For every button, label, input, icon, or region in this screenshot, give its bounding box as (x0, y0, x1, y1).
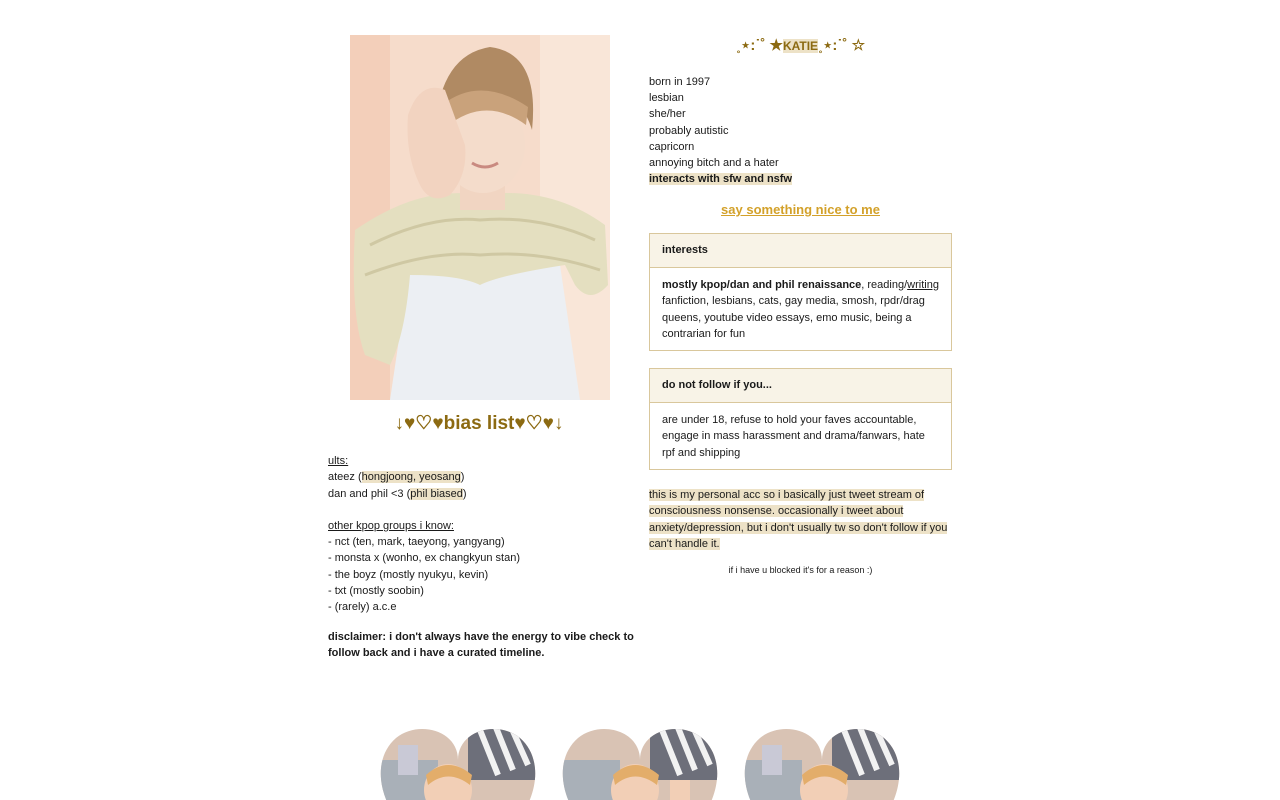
bias-list-title: ↓♥♡♥bias list♥♡♥↓ (394, 413, 564, 434)
interests-bold: mostly kpop/dan and phil renaissance (662, 279, 862, 291)
name-decoration-left: ˳⋆:˙˚ ★ (735, 37, 783, 54)
other-group-item: - monsta x (wonho, ex changkyun stan) (328, 552, 520, 565)
ateez-suffix: ) (460, 471, 465, 484)
bio-line: capricorn (649, 140, 695, 153)
ateez-prefix: ateez ( (328, 471, 362, 484)
other-group-item: - (rarely) a.c.e (328, 601, 397, 614)
heart-photo (378, 720, 538, 800)
other-group-item: - the boyz (mostly nyukyu, kevin) (328, 568, 489, 581)
heart-photo (742, 720, 902, 800)
danphil-suffix: ) (462, 487, 467, 500)
personal-note-text: this is my personal acc so i basically just tweet stream of consciousness nonsense. occasionally i tweet about anxiety/depression, but i don't usually tw so don't follow if you can't handle it. (649, 489, 948, 551)
personal-note (649, 487, 952, 553)
do-not-follow-box (649, 368, 952, 470)
interests-body (650, 268, 951, 350)
bio-line: she/her (649, 108, 686, 121)
bio-line: probably autistic (649, 124, 729, 137)
danphil-prefix: dan and phil <3 ( (328, 487, 411, 500)
bias-list (328, 453, 638, 661)
heart-photo (560, 720, 720, 800)
other-group-item: - nct (ten, mark, taeyong, yangyang) (328, 536, 505, 549)
dnf-heading: do not follow if you... (650, 369, 951, 403)
blocked-note: if i have u blocked it's for a reason :) (728, 565, 873, 575)
ateez-line (328, 469, 638, 485)
profile-name: KATIE (782, 39, 819, 53)
profile-photo (350, 35, 610, 400)
interests-text-b: fanfiction, lesbians, cats, gay media, smosh, rpdr/drag queens, youtube video essays, emo music, being a contrarian for fun (662, 295, 925, 340)
interests-box (649, 233, 952, 351)
bio-list (649, 74, 952, 187)
interests-underlined: writing (907, 279, 939, 291)
bio-highlight: interacts with sfw and nsfw (649, 173, 793, 186)
danphil-highlight: phil biased (410, 487, 463, 500)
interests-text-a: , reading/ (861, 279, 908, 291)
other-groups-label: other kpop groups i know: (328, 519, 454, 532)
ults-label: ults: (328, 455, 349, 467)
profile-name-row (649, 36, 952, 54)
say-something-nice-link[interactable]: say something nice to me (721, 202, 880, 217)
ateez-members: hongjoong, yeosang (361, 471, 461, 484)
name-decoration-right: ˳⋆:˙˚ ☆ (818, 37, 866, 54)
bio-line: annoying bitch and a hater (649, 157, 779, 170)
other-group-item: - txt (mostly soobin) (328, 585, 424, 598)
bio-line: born in 1997 (649, 76, 711, 88)
interests-heading: interests (650, 234, 951, 268)
danphil-line (328, 486, 638, 502)
bio-line: lesbian (649, 92, 684, 105)
dnf-body: are under 18, refuse to hold your faves accountable, engage in mass harassment and drama/fanwars, hate rpf and shipping (662, 414, 925, 459)
disclaimer: disclaimer: i don't always have the energy to vibe check to follow back and i have a curated timeline. (328, 630, 634, 659)
